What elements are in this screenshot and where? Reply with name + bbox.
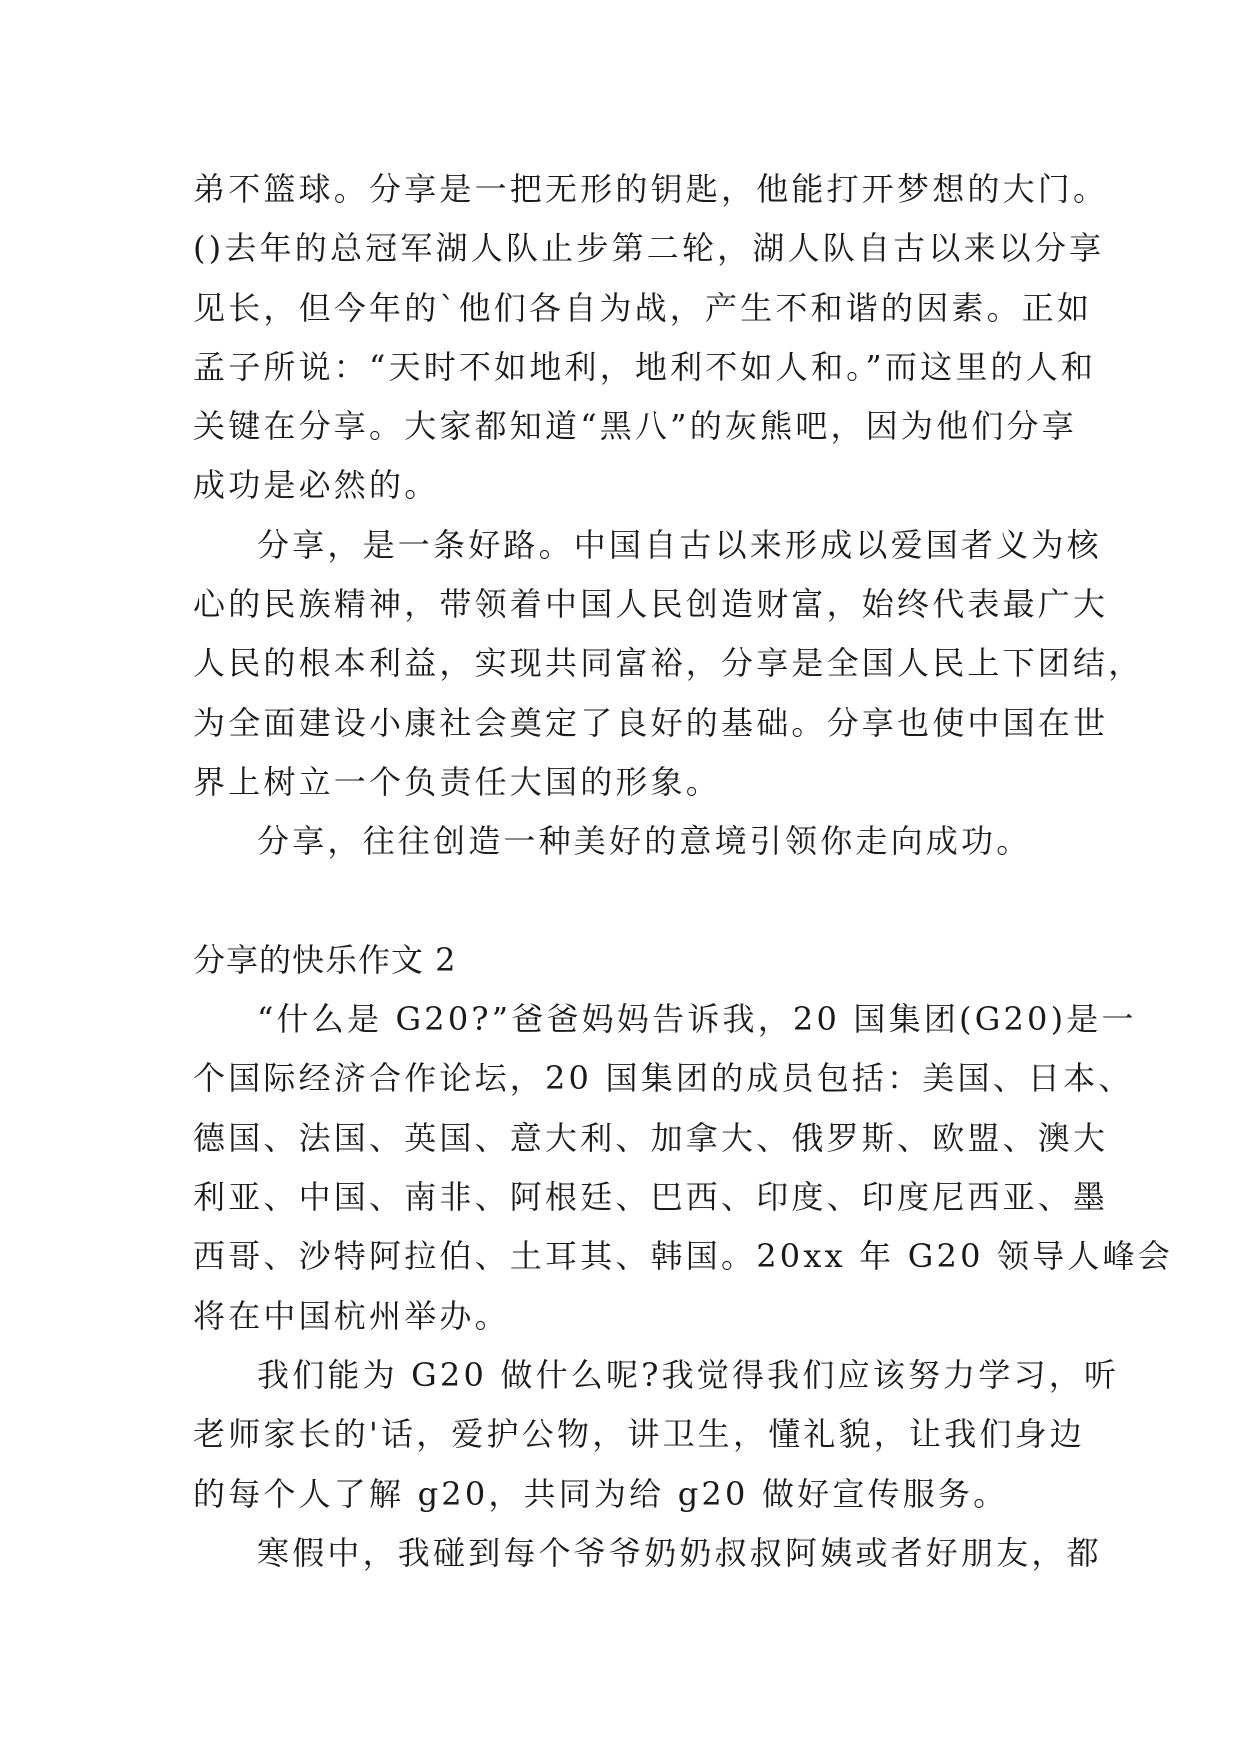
text-line: 人民的根本利益，实现共同富裕，分享是全国人民上下团结，: [193, 644, 1144, 683]
paragraph-what-we-can-do: [193, 1346, 1120, 1524]
text-line: 我们能为 G20 做什么呢?我觉得我们应该努力学习，听: [257, 1355, 1120, 1394]
text-line: 关键在分享。大家都知道“黑八”的灰熊吧，因为他们分享: [193, 407, 1077, 446]
text-line: 孟子所说：“天时不如地利，地利不如人和。”而这里的人和: [193, 347, 1097, 386]
essay-title: 分享的快乐作文 2: [193, 940, 457, 979]
text-line: 寒假中，我碰到每个爷爷奶奶叔叔阿姨或者好朋友，都: [257, 1533, 1102, 1572]
text-line: ()去年的总冠军湖人队止步第二轮，湖人队自古以来以分享: [193, 229, 1105, 268]
text-line: 为全面建设小康社会奠定了良好的基础。分享也使中国在世: [193, 703, 1109, 742]
text-line: 弟不篮球。分享是一把无形的钥匙，他能打开梦想的大门。: [193, 170, 1109, 208]
text-line: 界上树立一个负责任大国的形象。: [193, 762, 722, 801]
text-line: 心的民族精神，带领着中国人民创造财富，始终代表最广大: [193, 585, 1109, 624]
text-line: 分享，是一条好路。中国自古以来形成以爱国者义为核: [257, 525, 1102, 564]
paragraph-good-road: [193, 516, 1144, 812]
paragraph-continuation: [193, 160, 1109, 516]
text-line: 的每个人了解 g20，共同为给 g20 做好宣传服务。: [193, 1474, 1009, 1513]
text-line: 个国际经济合作论坛，20 国集团的成员包括：美国、日本、: [193, 1059, 1134, 1098]
text-line: 成功是必然的。: [193, 466, 440, 505]
text-line: 利亚、中国、南非、阿根廷、巴西、印度、印度尼西亚、墨: [193, 1178, 1109, 1217]
text-line: “什么是 G20?”爸爸妈妈告诉我，20 国集团(G20)是一: [257, 1000, 1137, 1039]
text-line: 西哥、沙特阿拉伯、土耳其、韩国。20xx 年 G20 领导人峰会: [193, 1237, 1174, 1276]
text-line: 分享，往往创造一种美好的意境引领你走向成功。: [257, 822, 1032, 861]
paragraph-conclusion: [193, 812, 1073, 871]
paragraph-winter-break: [193, 1524, 1102, 1583]
blank-line: [193, 872, 1073, 931]
text-line: 老师家长的'话，爱护公物，讲卫生，懂礼貌，让我们身边: [193, 1415, 1085, 1454]
text-line: 将在中国杭州举办。: [193, 1296, 510, 1335]
document-body: [193, 160, 1174, 1583]
paragraph-g20-intro: [193, 990, 1174, 1346]
text-line: 德国、法国、英国、意大利、加拿大、俄罗斯、欧盟、澳大: [193, 1118, 1109, 1157]
text-line: 见长，但今年的`他们各自为战，产生不和谐的因素。正如: [193, 288, 1093, 327]
